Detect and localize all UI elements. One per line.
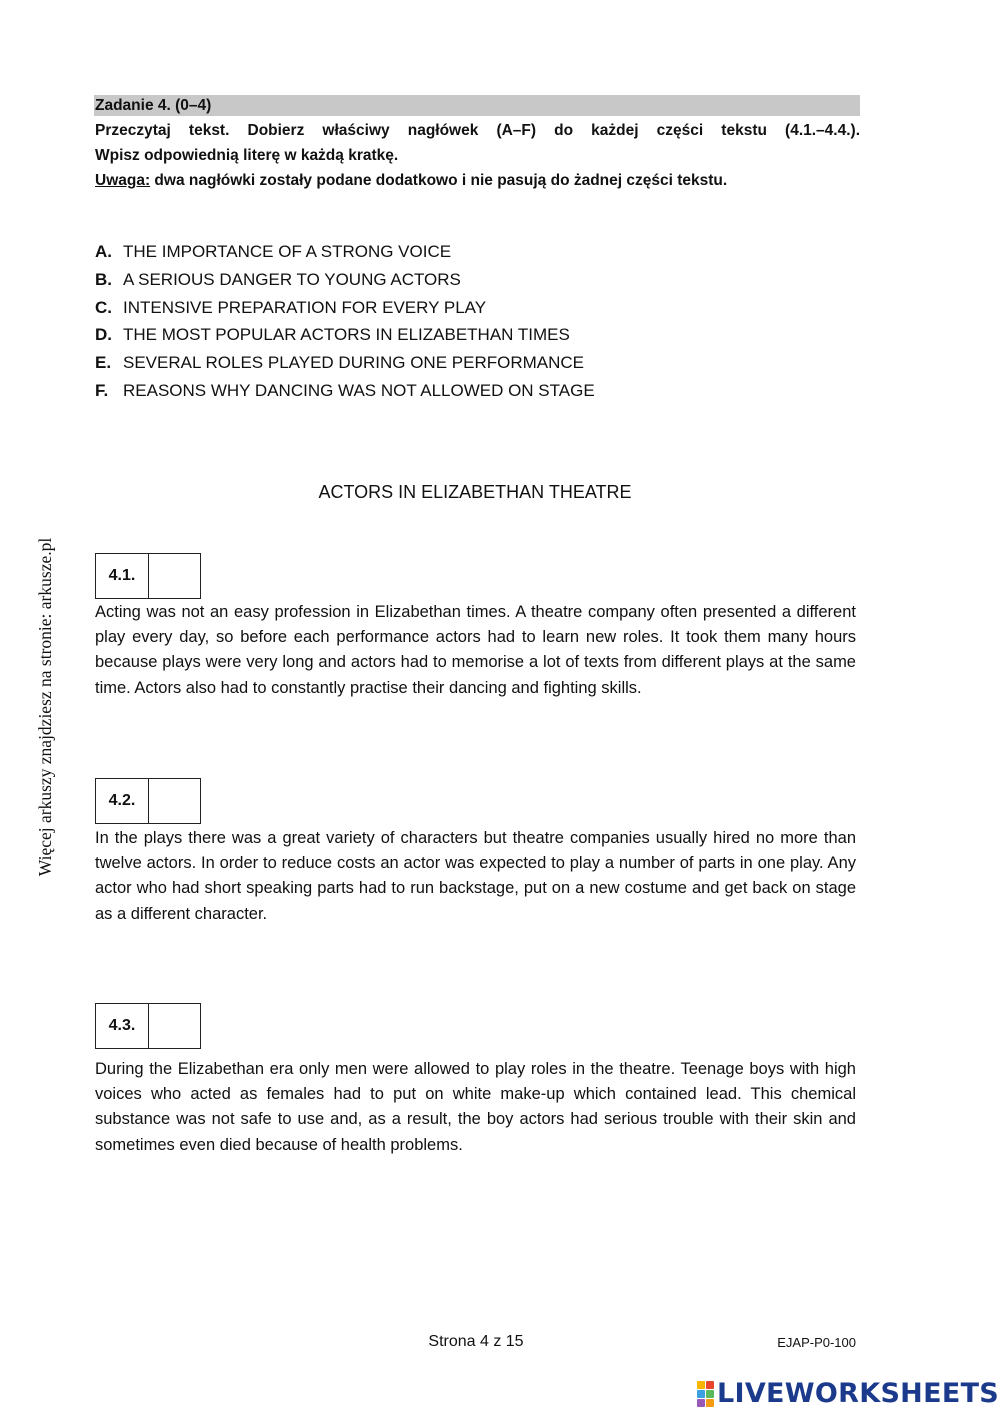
task-instruction: Przeczytaj tekst. Dobierz właściwy nagłówek (A–F) do każdej części tekstu (4.1.–4.4.). xyxy=(95,122,860,139)
question-number: 4.1. xyxy=(96,554,149,598)
answer-box-4-2 xyxy=(95,778,201,824)
answer-input[interactable] xyxy=(149,779,200,823)
paragraph-4-2: In the plays there was a great variety of characters but theatre companies usually hired no more than twelve actors. In order to reduce costs an actor was expected to play a number of parts in one play. Any actor who had short speaking parts had to run backstage, put on a new costume and get back on stage as a different character. xyxy=(95,829,856,923)
heading-letter: C. xyxy=(95,297,112,317)
answer-input[interactable] xyxy=(149,1004,200,1048)
heading-list xyxy=(95,240,595,407)
side-watermark-text: Więcej arkuszy znajdziesz na stronie: arkusze.pl xyxy=(35,537,55,877)
logo-square xyxy=(706,1399,714,1407)
answer-box-4-1 xyxy=(95,553,201,599)
liveworksheets-logo[interactable] xyxy=(697,1377,999,1411)
paragraph-4-3: During the Elizabethan era only men were allowed to play roles in the theatre. Teenage boys with high voices who acted as females had to put on white make-up which contained lead. This chemical substance was not safe to use and, as a result, the boy actors had serious trouble with their skin and sometimes even died because of health problems. xyxy=(95,1060,856,1154)
heading-option xyxy=(95,268,595,296)
task-instruction-2: Wpisz odpowiednią literę w każdą kratkę. xyxy=(95,147,399,164)
heading-letter: E. xyxy=(95,353,112,373)
heading-text: THE MOST POPULAR ACTORS IN ELIZABETHAN TIMES xyxy=(123,325,570,345)
answer-input[interactable] xyxy=(149,554,200,598)
task-note xyxy=(95,171,860,191)
logo-text: LIVEWORKSHEETS xyxy=(717,1378,1000,1409)
heading-letter: B. xyxy=(95,269,112,289)
question-number: 4.2. xyxy=(96,779,149,823)
logo-square xyxy=(697,1399,705,1407)
heading-option xyxy=(95,323,595,351)
logo-square xyxy=(706,1390,714,1398)
question-number: 4.3. xyxy=(96,1004,149,1048)
heading-text: A SERIOUS DANGER TO YOUNG ACTORS xyxy=(123,269,461,289)
logo-square xyxy=(697,1390,705,1398)
logo-square xyxy=(697,1381,705,1389)
heading-text: THE IMPORTANCE OF A STRONG VOICE xyxy=(123,242,452,261)
exam-code: EJAP-P0-100 xyxy=(777,1335,856,1350)
heading-text: REASONS WHY DANCING WAS NOT ALLOWED ON STAGE xyxy=(123,380,595,400)
page-number: Strona 4 z 15 xyxy=(428,1333,524,1350)
heading-letter: A. xyxy=(95,242,112,261)
heading-letter: D. xyxy=(95,325,112,345)
task-title: Zadanie 4. (0–4) xyxy=(94,95,860,116)
heading-option xyxy=(95,379,595,407)
logo-mark-icon xyxy=(697,1381,714,1407)
heading-text: SEVERAL ROLES PLAYED DURING ONE PERFORMANCE xyxy=(123,353,584,373)
note-label: Uwaga: xyxy=(95,172,151,189)
note-text: dwa nagłówki zostały podane dodatkowo i nie pasują do żadnej części tekstu. xyxy=(150,172,728,189)
heading-option xyxy=(95,240,595,268)
heading-option xyxy=(95,351,595,379)
heading-letter: F. xyxy=(95,380,109,400)
reading-text-title: ACTORS IN ELIZABETHAN THEATRE xyxy=(318,482,632,502)
heading-text: INTENSIVE PREPARATION FOR EVERY PLAY xyxy=(123,297,487,317)
logo-square xyxy=(706,1381,714,1389)
paragraph-4-1: Acting was not an easy profession in Elizabethan times. A theatre company often presented a different play every day, so before each performance actors had to learn new roles. It took them many hours because plays were very long and actors had to memorise a lot of texts from different plays at the same time. Actors also had to constantly practise their dancing and fighting skills. xyxy=(95,603,856,697)
heading-option xyxy=(95,296,595,324)
answer-box-4-3 xyxy=(95,1003,201,1049)
